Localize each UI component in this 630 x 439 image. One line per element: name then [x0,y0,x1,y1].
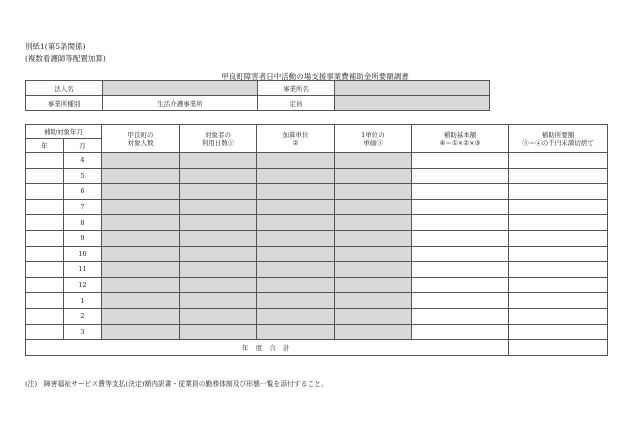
column-header-line: 補助基本額 [443,130,477,139]
column-header [102,125,180,153]
table-row [26,246,608,262]
footnote: (注) 障害福祉サービス費等支払(決定)額内訳書・従業員の勤務体制及び形態一覧を添付すること。 [25,380,328,388]
month-cell: 11 [64,262,102,278]
data-cell[interactable] [412,277,509,293]
data-cell[interactable] [335,246,412,262]
data-cell[interactable] [412,215,509,231]
data-cell[interactable] [257,246,335,262]
month-cell: 3 [64,324,102,340]
data-cell[interactable] [180,308,257,324]
data-cell[interactable] [509,246,608,262]
table-row [26,168,608,184]
month-header: 月 [64,139,102,153]
year-cell[interactable] [26,215,64,231]
data-cell[interactable] [102,308,180,324]
data-cell[interactable] [335,277,412,293]
data-cell[interactable] [509,184,608,200]
table-row [26,324,608,340]
data-cell[interactable] [412,153,509,169]
table-row [26,184,608,200]
data-cell[interactable] [180,230,257,246]
month-cell: 2 [64,308,102,324]
column-header-line: ② [292,138,299,147]
data-cell[interactable] [335,262,412,278]
data-cell[interactable] [180,153,257,169]
year-header: 年 [26,139,64,153]
data-cell[interactable] [412,262,509,278]
year-cell[interactable] [26,277,64,293]
table-row [26,153,608,169]
data-cell[interactable] [102,184,180,200]
data-cell[interactable] [509,199,608,215]
data-cell[interactable] [257,262,335,278]
header-row [26,125,608,139]
data-cell[interactable] [335,215,412,231]
data-cell[interactable] [257,184,335,200]
data-cell[interactable] [257,324,335,340]
data-cell[interactable] [335,168,412,184]
capacity-label: 定員 [258,96,335,111]
data-cell[interactable] [102,215,180,231]
office-type-value: 生活介護事業所 [103,96,258,111]
column-header [180,125,257,153]
column-header-line: 単価③ [363,138,383,147]
data-cell[interactable] [102,230,180,246]
column-header-line: ④＝①×②×③ [439,138,481,147]
data-cell[interactable] [412,324,509,340]
data-cell[interactable] [180,215,257,231]
month-cell: 5 [64,168,102,184]
data-cell[interactable] [509,230,608,246]
data-cell[interactable] [335,153,412,169]
table-row [26,277,608,293]
data-cell[interactable] [180,293,257,309]
data-cell[interactable] [509,324,608,340]
column-header [257,125,335,153]
data-cell[interactable] [335,324,412,340]
data-cell[interactable] [257,199,335,215]
table-row [26,293,608,309]
annex-label: 別紙1(第5条関係) [25,42,86,51]
form-title: 甲良町障害者日中活動の場支援事業費補助金所要額調書 [221,72,409,81]
month-cell: 6 [64,184,102,200]
year-cell[interactable] [26,153,64,169]
data-cell[interactable] [102,168,180,184]
data-cell[interactable] [102,153,180,169]
month-cell: 8 [64,215,102,231]
data-cell[interactable] [102,324,180,340]
data-cell[interactable] [102,199,180,215]
data-cell[interactable] [257,293,335,309]
year-cell[interactable] [26,293,64,309]
total-value-cell[interactable] [509,340,608,356]
data-cell[interactable] [335,293,412,309]
annex-subtitle: (複数看護師等配置加算) [25,54,106,63]
month-cell: 10 [64,246,102,262]
year-cell[interactable] [26,230,64,246]
column-header [509,125,608,153]
data-cell[interactable] [509,153,608,169]
corp-name-label: 法人名 [26,81,103,96]
year-cell[interactable] [26,308,64,324]
data-cell[interactable] [257,230,335,246]
month-cell: 9 [64,230,102,246]
subsidy-table [25,124,608,356]
table-row [26,199,608,215]
total-row [26,340,608,356]
data-cell[interactable] [257,153,335,169]
data-cell[interactable] [335,199,412,215]
column-header-line: 利用日数① [201,138,235,147]
column-header [335,125,412,153]
data-cell[interactable] [257,215,335,231]
month-cell: 4 [64,153,102,169]
data-cell[interactable] [180,199,257,215]
data-cell[interactable] [180,324,257,340]
data-cell[interactable] [412,168,509,184]
data-cell[interactable] [509,308,608,324]
data-cell[interactable] [412,246,509,262]
column-header-line: ⑤＝④の千円未満切捨て [522,138,594,147]
data-cell[interactable] [180,168,257,184]
data-cell[interactable] [412,230,509,246]
data-cell[interactable] [509,262,608,278]
data-cell[interactable] [180,184,257,200]
corp-name-field[interactable] [103,81,258,96]
column-header-line: 甲良町の [127,130,154,139]
data-cell[interactable] [412,308,509,324]
data-cell[interactable] [412,199,509,215]
data-cell[interactable] [257,277,335,293]
data-cell[interactable] [509,293,608,309]
data-cell[interactable] [257,308,335,324]
data-cell[interactable] [180,246,257,262]
period-header: 補助対象年月 [26,125,102,139]
office-name-label: 事業所名 [258,81,335,96]
data-cell[interactable] [335,308,412,324]
month-cell: 1 [64,293,102,309]
data-cell[interactable] [180,277,257,293]
data-cell[interactable] [257,168,335,184]
data-cell[interactable] [335,230,412,246]
data-cell[interactable] [102,246,180,262]
table-row [26,215,608,231]
office-name-field[interactable] [335,81,490,96]
table-row [26,262,608,278]
data-cell[interactable] [509,277,608,293]
column-header-line: 補助所要額 [541,130,575,139]
table-row [26,308,608,324]
data-cell[interactable] [180,262,257,278]
month-cell: 12 [64,277,102,293]
data-cell[interactable] [102,277,180,293]
column-header-line: 対象人数 [127,138,154,147]
year-cell[interactable] [26,324,64,340]
table-row [26,230,608,246]
data-cell[interactable] [102,262,180,278]
column-header [412,125,509,153]
year-cell[interactable] [26,246,64,262]
data-cell[interactable] [335,184,412,200]
year-cell[interactable] [26,184,64,200]
column-header-line: 対象者の [205,130,231,139]
office-type-label: 事業所種別 [26,96,103,111]
column-header-line: 1単位の [361,130,385,139]
month-cell: 7 [64,199,102,215]
total-label: 年 度 合 計 [26,340,509,356]
year-cell[interactable] [26,262,64,278]
year-cell[interactable] [26,168,64,184]
data-cell[interactable] [412,293,509,309]
data-cell[interactable] [509,168,608,184]
data-cell[interactable] [412,184,509,200]
data-cell[interactable] [509,215,608,231]
column-header-line: 加算単位 [282,130,309,139]
info-table [25,80,490,111]
year-cell[interactable] [26,199,64,215]
capacity-field[interactable] [335,96,490,111]
data-cell[interactable] [102,293,180,309]
